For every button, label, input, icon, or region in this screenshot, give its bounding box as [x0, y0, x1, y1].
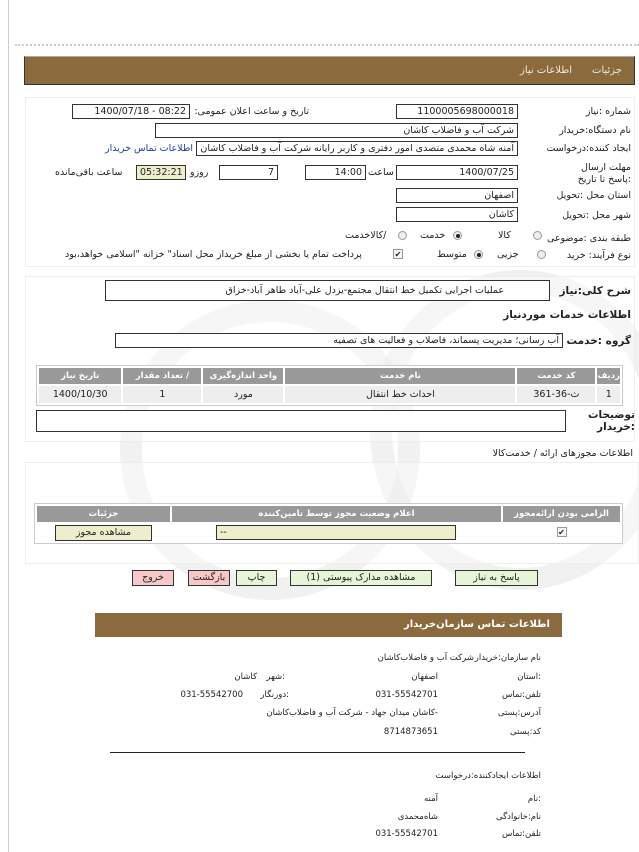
col-header: / تعداد مقدار	[123, 368, 201, 384]
label: استان محل :تحویل	[556, 190, 631, 201]
cell: 1	[597, 386, 620, 403]
label: نام دستگاه:خریدار	[559, 125, 631, 136]
col-header: ردیف	[597, 368, 620, 384]
name-value: آمنه	[423, 794, 438, 804]
label: :استان	[517, 672, 541, 682]
label: نام:خانوادگی	[496, 812, 541, 822]
col-header: نام خدمت	[285, 368, 515, 384]
label: :شهر	[266, 672, 285, 682]
label: تلفن:تماس	[501, 829, 541, 839]
service-group-field: آب رسانی؛ مدیریت پسماند، فاضلاب و فعالیت های تصفیه	[115, 333, 563, 348]
org-value: شرکت آب و فاضلاب‌کاشان	[377, 653, 474, 663]
licenses-table	[34, 503, 623, 544]
col-header: واحد اندازه‌گیری	[203, 368, 283, 384]
city-value: کاشان	[234, 672, 257, 682]
label: کالا	[498, 230, 511, 241]
license-required-checkbox: ✔	[558, 528, 565, 537]
label: ساعت باقی‌مانده	[55, 167, 123, 178]
cell: مورد	[203, 386, 283, 403]
label: شهر محل :تحویل	[562, 210, 631, 221]
city-field: کاشان	[396, 207, 518, 222]
announce-date-field: 1400/07/18 - 08:22	[72, 104, 190, 119]
family-value: شاه‌محمدی	[397, 812, 438, 822]
exit-button[interactable]: خروج	[132, 570, 174, 586]
cell: ث-36-361	[517, 386, 595, 403]
section-title: اطلاعات خدمات موردنیاز	[503, 309, 631, 321]
buyer-notes-field	[36, 410, 566, 432]
deadline-date-field: 1400/07/25	[396, 165, 518, 180]
province-field: اصفهان	[396, 188, 518, 203]
cell: 1400/10/30	[39, 386, 121, 403]
days-field: 7	[219, 165, 278, 180]
label: نوع فرآیند: خرید	[566, 250, 631, 261]
page-header	[24, 56, 635, 85]
contact-title: اطلاعات تماس سازمان‌خریدار	[403, 619, 550, 630]
label: ایجاد کننده:درخواست	[546, 143, 631, 154]
label: گروه :خدمت	[566, 335, 631, 347]
cell: 1	[123, 386, 201, 403]
payment-checkbox[interactable]: ✔	[394, 250, 402, 259]
label: تلفن:تماس	[501, 690, 541, 700]
label: شماره :نیاز	[585, 106, 631, 117]
table-row	[37, 524, 620, 541]
need-number-field: 1100005698000018	[396, 104, 518, 119]
left-border	[8, 0, 9, 852]
section-title: اطلاعات ایجادکننده:درخواست	[435, 771, 541, 781]
label: :نام	[527, 794, 541, 804]
province-value: اصفهان	[411, 672, 438, 682]
label: تاریخ و ساعت اعلان عمومی:	[194, 106, 309, 117]
tab-details[interactable]: جزئیات	[592, 65, 622, 76]
col-header: تاریخ نیاز	[39, 368, 121, 384]
creator-field: آمنه شاه محمدی متصدی امور دفتری و کاربر رایانه شرکت آب و فاضلاب کاشان	[196, 141, 518, 156]
print-button[interactable]: چاپ	[236, 570, 277, 586]
label: :دورنگار	[260, 690, 289, 700]
attachments-button[interactable]: مشاهده مدارک پیوستی (1)	[290, 570, 432, 586]
contact-header	[95, 613, 562, 637]
creator-phone-value: 031-55542701	[375, 829, 438, 839]
remaining-time-field: 05:32:21	[136, 165, 186, 180]
back-button[interactable]: بازگشت	[188, 570, 230, 586]
section-title: اطلاعات مجوزهای ارائه / خدمت‌کالا	[492, 448, 633, 459]
col-header: الزامی بودن ارائه‌مجوز	[503, 506, 620, 522]
radio-goods[interactable]	[533, 231, 542, 240]
radio-medium[interactable]	[474, 250, 483, 259]
label: متوسط	[437, 249, 467, 260]
label: شرح کلی:نیاز	[559, 285, 631, 297]
radio-minor[interactable]	[537, 250, 546, 259]
summary-field: عملیات اجرایی تکمیل خط انتقال مجتمع-یزدل علی-آباد طاهر آباد-خزاق	[105, 280, 550, 301]
label: آدرس:پستی	[497, 708, 541, 718]
table-row	[39, 386, 620, 403]
license-status-field[interactable]: --	[216, 525, 456, 540]
buyer-field: شرکت آب و فاضلاب کاشان	[155, 123, 518, 138]
postal-value: 8714873651	[383, 727, 438, 737]
label: طبقه بندی :موضوعی	[546, 233, 631, 244]
label: جزیی	[497, 249, 519, 260]
radio-goods-service[interactable]	[398, 231, 407, 240]
view-license-button[interactable]: مشاهده مجوز	[55, 525, 152, 541]
radio-service[interactable]	[453, 231, 462, 240]
tab-need-info[interactable]: اطلاعات نیاز	[520, 65, 572, 76]
address-value: -کاشان میدان جهاد - شرکت آب و فاضلاب‌کاشان	[266, 708, 438, 718]
label: روزو	[190, 167, 209, 178]
label: /کالاخدمت	[345, 230, 387, 241]
cell: احداث خط انتقال	[285, 386, 515, 403]
label: ساعت	[368, 167, 394, 178]
services-table	[36, 365, 623, 406]
col-header: کد خدمت	[517, 368, 595, 384]
label: مهلت ارسال :پاسخ تا تاریخ	[577, 162, 631, 185]
label: کد:پستی	[510, 727, 541, 737]
buyer-contact-link[interactable]: اطلاعات تماس خریدار	[105, 143, 194, 154]
label: خدمت	[420, 230, 446, 241]
payment-note: پرداخت تمام یا بخشی از مبلغ خریداز محل اسناد" خزانه "اسلامی خواهد،بود	[65, 249, 362, 260]
label: توضیحات :خریدار	[587, 409, 635, 433]
divider	[110, 752, 525, 753]
fax-value: 031-55542700	[180, 690, 243, 700]
deadline-time-field: 14:00	[305, 165, 366, 180]
col-header: جزئیات	[37, 506, 170, 522]
col-header: اعلام وضعیت مجوز توسط تامین‌کننده	[172, 506, 501, 522]
reply-button[interactable]: پاسخ به نیاز	[455, 570, 538, 586]
phone-value: 031-55542701	[375, 690, 438, 700]
label: نام سازمان:خریدار	[474, 653, 541, 663]
divider	[15, 44, 639, 46]
